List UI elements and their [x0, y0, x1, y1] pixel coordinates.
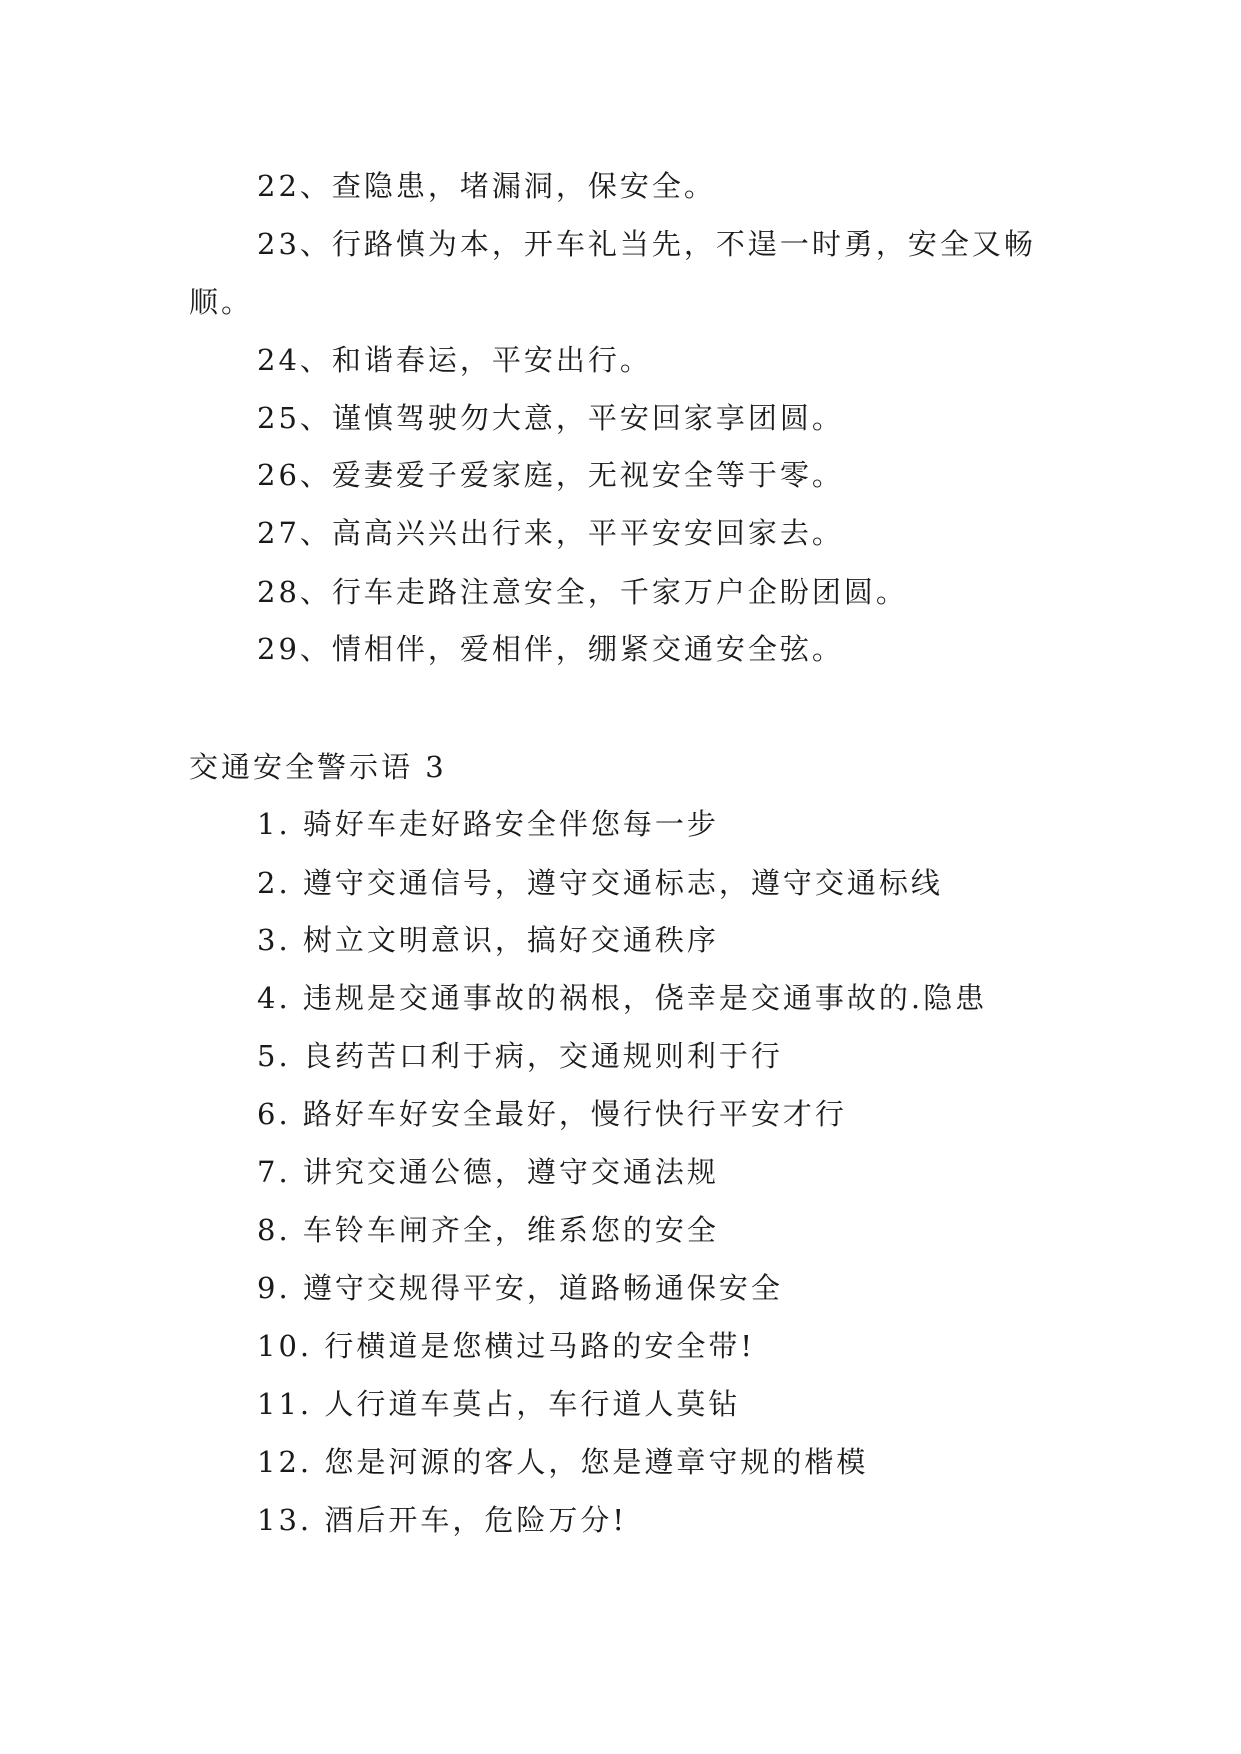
- slogan-28: 28、行车走路注意安全，千家万户企盼团圆。: [257, 575, 908, 609]
- slogan-24: 24、和谐春运，平安出行。: [257, 343, 652, 377]
- slogan-22: 22、查隐患，堵漏洞，保安全。: [257, 169, 716, 203]
- slogan-23-continued: 顺。: [189, 285, 254, 319]
- warning-6: 6. 路好车好安全最好，慢行快行平安才行: [257, 1097, 847, 1131]
- warning-7: 7. 讲究交通公德，遵守交通法规: [257, 1155, 719, 1189]
- warning-9: 9. 遵守交规得平安，道路畅通保安全: [257, 1271, 783, 1305]
- warning-5: 5. 良药苦口利于病，交通规则利于行: [257, 1039, 783, 1073]
- slogan-29: 29、情相伴，爱相伴，绷紧交通安全弦。: [257, 632, 844, 666]
- warning-12: 12. 您是河源的客人，您是遵章守规的楷模: [257, 1445, 869, 1479]
- slogan-27: 27、高高兴兴出行来，平平安安回家去。: [257, 516, 844, 550]
- slogan-26: 26、爱妻爱子爱家庭，无视安全等于零。: [257, 458, 844, 492]
- warning-8: 8. 车铃车闸齐全，维系您的安全: [257, 1213, 719, 1247]
- section-heading: 交通安全警示语 3: [189, 750, 447, 784]
- warning-2: 2. 遵守交通信号，遵守交通标志，遵守交通标线: [257, 866, 943, 900]
- slogan-23: 23、行路慎为本，开车礼当先，不逞一时勇，安全又畅: [257, 227, 1036, 261]
- warning-1: 1. 骑好车走好路安全伴您每一步: [257, 807, 719, 841]
- slogan-25: 25、谨慎驾驶勿大意，平安回家享团圆。: [257, 401, 844, 435]
- warning-3: 3. 树立文明意识，搞好交通秩序: [257, 923, 719, 957]
- warning-4: 4. 违规是交通事故的祸根，侥幸是交通事故的.隐患: [257, 981, 988, 1015]
- warning-11: 11. 人行道车莫占，车行道人莫钻: [257, 1387, 741, 1421]
- warning-10: 10. 行横道是您横过马路的安全带!: [257, 1329, 755, 1363]
- warning-13: 13. 酒后开车，危险万分!: [257, 1503, 627, 1537]
